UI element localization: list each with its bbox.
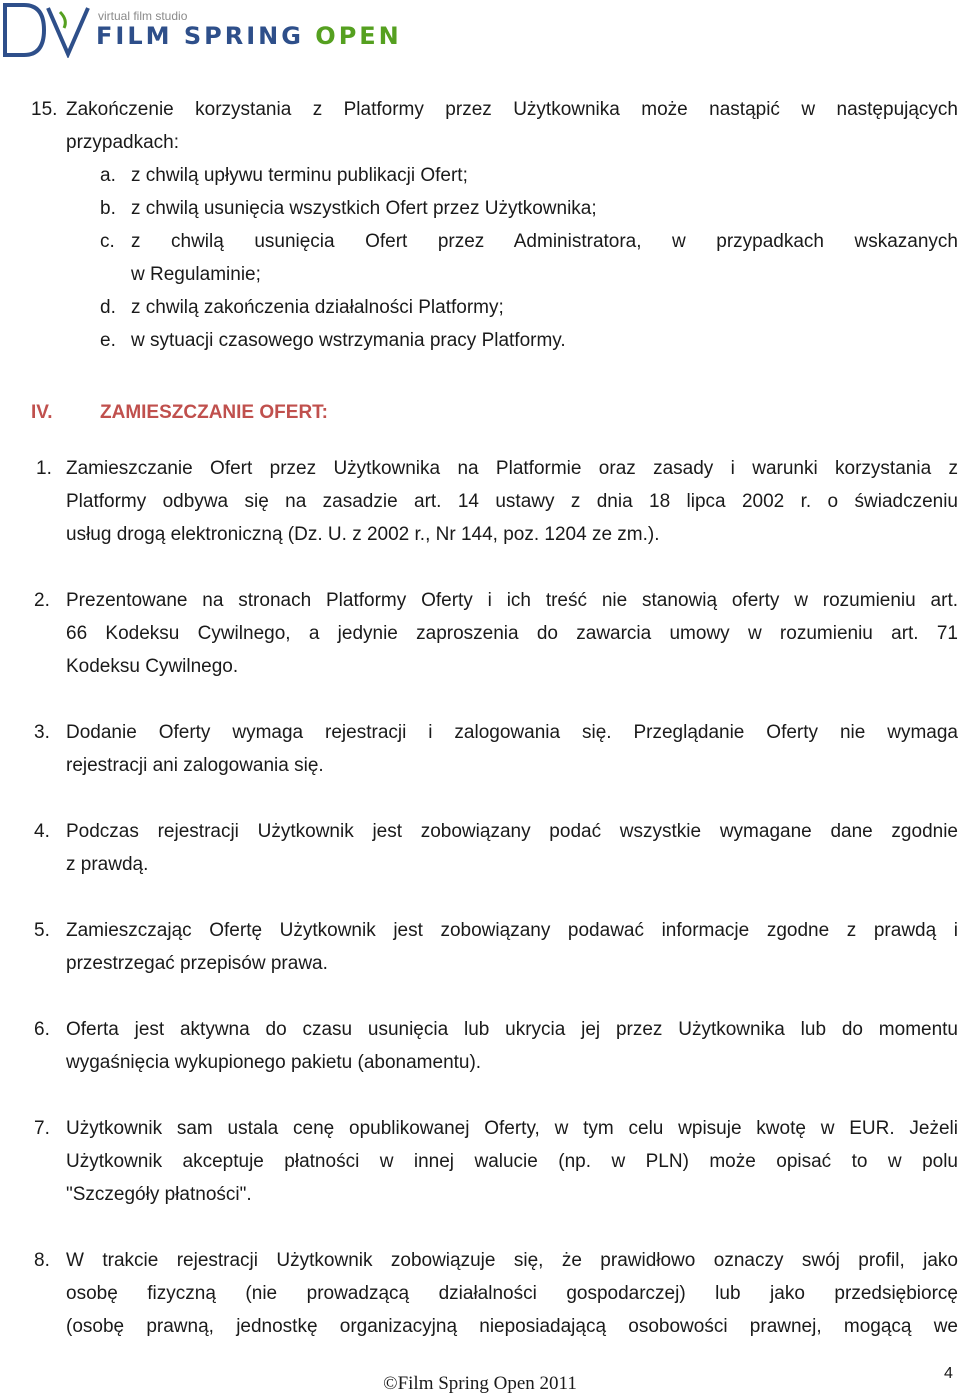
section-title: ZAMIESZCZANIE OFERT: <box>100 402 328 423</box>
item-number: 4. <box>34 821 50 842</box>
item-number: 2. <box>34 590 50 611</box>
item-number: 7. <box>34 1118 50 1139</box>
item-number: 6. <box>34 1019 50 1040</box>
logo-studio-text: virtual film studio <box>98 9 188 23</box>
item-line: W trakcie rejestracji Użytkownik zobowiązuje się, że prawidłowo oznaczy swój profil, jako <box>66 1250 958 1271</box>
item-number: 8. <box>34 1250 50 1271</box>
item-line: Dodanie Oferty wymaga rejestracji i zalogowania się. Przeglądanie Oferty nie wymaga <box>66 722 958 743</box>
item-line: Użytkownik akceptuje płatności w innej walucie (np. w PLN) może opisać to w polu <box>66 1151 958 1172</box>
item-line: Platformy odbywa się na zasadzie art. 14 ustawy z dnia 18 lipca 2002 r. o świadczeniu <box>66 491 958 512</box>
item-line: "Szczegóły płatności". <box>66 1184 252 1205</box>
subitem-letter: c. <box>100 231 115 252</box>
item-line: Zamieszczanie Ofert przez Użytkownika na Platformie oraz zasady i warunki korzystania z <box>66 458 958 479</box>
item-15-line: przypadkach: <box>66 132 180 153</box>
logo-brand <box>96 22 402 50</box>
subitem-letter: a. <box>100 165 116 186</box>
logo-brand-film: FILM SPRING <box>96 22 304 50</box>
subitem-text: z chwilą usunięcia wszystkich Ofert przez Użytkownika; <box>131 198 597 219</box>
logo-brand-open: OPEN <box>315 22 402 50</box>
item-number: 5. <box>34 920 50 941</box>
item-line: Kodeksu Cywilnego. <box>66 656 239 677</box>
subitem-text: w sytuacji czasowego wstrzymania pracy Platformy. <box>131 330 566 351</box>
item-15-line: Zakończenie korzystania z Platformy przez Użytkownika może nastąpić w następujących <box>66 99 958 120</box>
item-line: z prawdą. <box>66 854 149 875</box>
subitem-letter: d. <box>100 297 116 318</box>
item-line: 66 Kodeksu Cywilnego, a jedynie zaproszenia do zawarcia umowy w rozumieniu art. 71 <box>66 623 958 644</box>
item-line: rejestracji ani zalogowania się. <box>66 755 324 776</box>
item-line: (osobę prawną, jednostkę organizacyjną nieposiadającą osobowości prawnej, mogącą we <box>66 1316 958 1337</box>
item-line: przestrzegać przepisów prawa. <box>66 953 328 974</box>
item-line: Użytkownik sam ustala cenę opublikowanej Oferty, w tym celu wpisuje kwotę w EUR. Jeżeli <box>66 1118 958 1139</box>
subitem-text: z chwilą usunięcia Ofert przez Administratora, w przypadkach wskazanych <box>131 231 958 252</box>
item-line: Oferta jest aktywna do czasu usunięcia lub ukrycia jej przez Użytkownika lub do momentu <box>66 1019 958 1040</box>
item-line: Podczas rejestracji Użytkownik jest zobowiązany podać wszystkie wymagane dane zgodnie <box>66 821 958 842</box>
item-number: 1. <box>36 458 52 479</box>
subitem-letter: e. <box>100 330 116 351</box>
item-line: wygaśnięcia wykupionego pakietu (abonamentu). <box>66 1052 482 1073</box>
item-number: 3. <box>34 722 50 743</box>
item-line: Zamieszczając Ofertę Użytkownik jest zobowiązany podawać informacje zgodne z prawdą i <box>66 920 958 941</box>
item-line: osobę fizyczną (nie prowadzącą działalności gospodarczej) lub jako przedsiębiorcę <box>66 1283 958 1304</box>
item-line: usług drogą elektroniczną (Dz. U. z 2002 r., Nr 144, poz. 1204 ze zm.). <box>66 524 660 545</box>
subitem-text: z chwilą zakończenia działalności Platformy; <box>131 297 504 318</box>
subitem-text-cont: w Regulaminie; <box>131 264 261 285</box>
item-15-number: 15. <box>31 99 58 120</box>
film-spring-logo-icon <box>2 2 92 58</box>
section-number: IV. <box>31 402 53 423</box>
footer-copyright: ©Film Spring Open 2011 <box>383 1373 577 1394</box>
subitem-text: z chwilą upływu terminu publikacji Ofert; <box>131 165 468 186</box>
item-line: Prezentowane na stronach Platformy Oferty i ich treść nie stanowią oferty w rozumieniu art. <box>66 590 958 611</box>
page-number: 4 <box>944 1365 953 1382</box>
logo <box>0 0 402 60</box>
subitem-letter: b. <box>100 198 116 219</box>
